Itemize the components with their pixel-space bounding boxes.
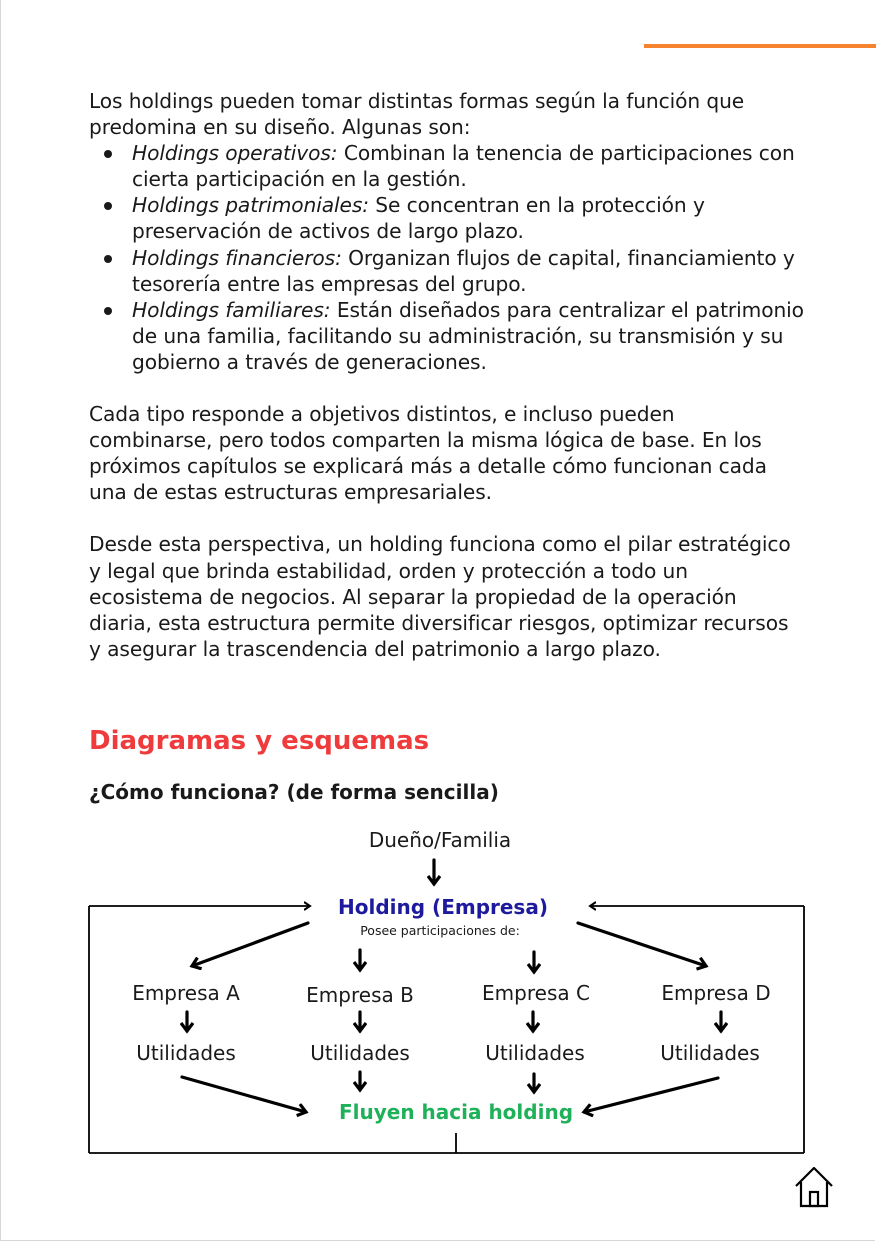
type-desc: Están diseñados para centralizar el patrimonio de una familia, facilitando su administración, su transmisión y su gobierno a través de generaciones. <box>132 297 804 374</box>
utilities-b-node: Utilidades <box>310 1041 410 1065</box>
section-title: Diagramas y esquemas <box>89 726 430 756</box>
type-desc: Organizan flujos de capital, financiamiento y tesorería entre las empresas del grupo. <box>132 245 795 296</box>
company-c-node: Empresa C <box>482 981 590 1005</box>
utilities-d-node: Utilidades <box>660 1041 760 1065</box>
type-name: Holdings operativos: <box>132 141 338 166</box>
type-name: Holdings patrimoniales: <box>132 193 369 218</box>
type-name: Holdings financieros: <box>132 245 342 270</box>
type-desc: Se concentran en la protección y preservación de activos de largo plazo. <box>132 193 705 244</box>
holding-caption: Posee participaciones de: <box>360 923 520 938</box>
section-subtitle: ¿Cómo funciona? (de forma sencilla) <box>89 780 499 804</box>
utilities-c-node: Utilidades <box>485 1041 585 1065</box>
utilities-a-node: Utilidades <box>136 1041 236 1065</box>
owner-node: Dueño/Familia <box>368 828 512 852</box>
company-a-node: Empresa A <box>132 981 240 1005</box>
paragraph-perspective: Desde esta perspectiva, un holding funciona como el pilar estratégico y legal que brinda estabilidad, orden y protección a todo un ecosistema de negocios. Al separar la propiedad de la operación diaria, esta estructura permite diversificar riesgos, optimizar recursos y asegurar la trascendencia del patrimonio a largo plazo. <box>89 532 791 661</box>
company-b-node: Empresa B <box>306 983 414 1007</box>
type-name: Holdings familiares: <box>132 297 331 322</box>
home-icon[interactable] <box>790 1162 838 1210</box>
intro-paragraph: Los holdings pueden tomar distintas formas según la función que predomina en su diseño. Algunas son: <box>89 89 745 140</box>
paragraph-objectives: Cada tipo responde a objetivos distintos, e incluso pueden combinarse, pero todos comparten la misma lógica de base. En los próximos capítulos se explicará más a detalle cómo funcionan cada una de estas estructuras empresariales. <box>89 402 767 505</box>
flow-node: Fluyen hacia holding <box>338 1100 574 1124</box>
holding-node: Holding (Empresa) <box>338 895 548 919</box>
company-d-node: Empresa D <box>661 981 771 1005</box>
type-desc: Combinan la tenencia de participaciones con cierta participación en la gestión. <box>132 141 795 192</box>
